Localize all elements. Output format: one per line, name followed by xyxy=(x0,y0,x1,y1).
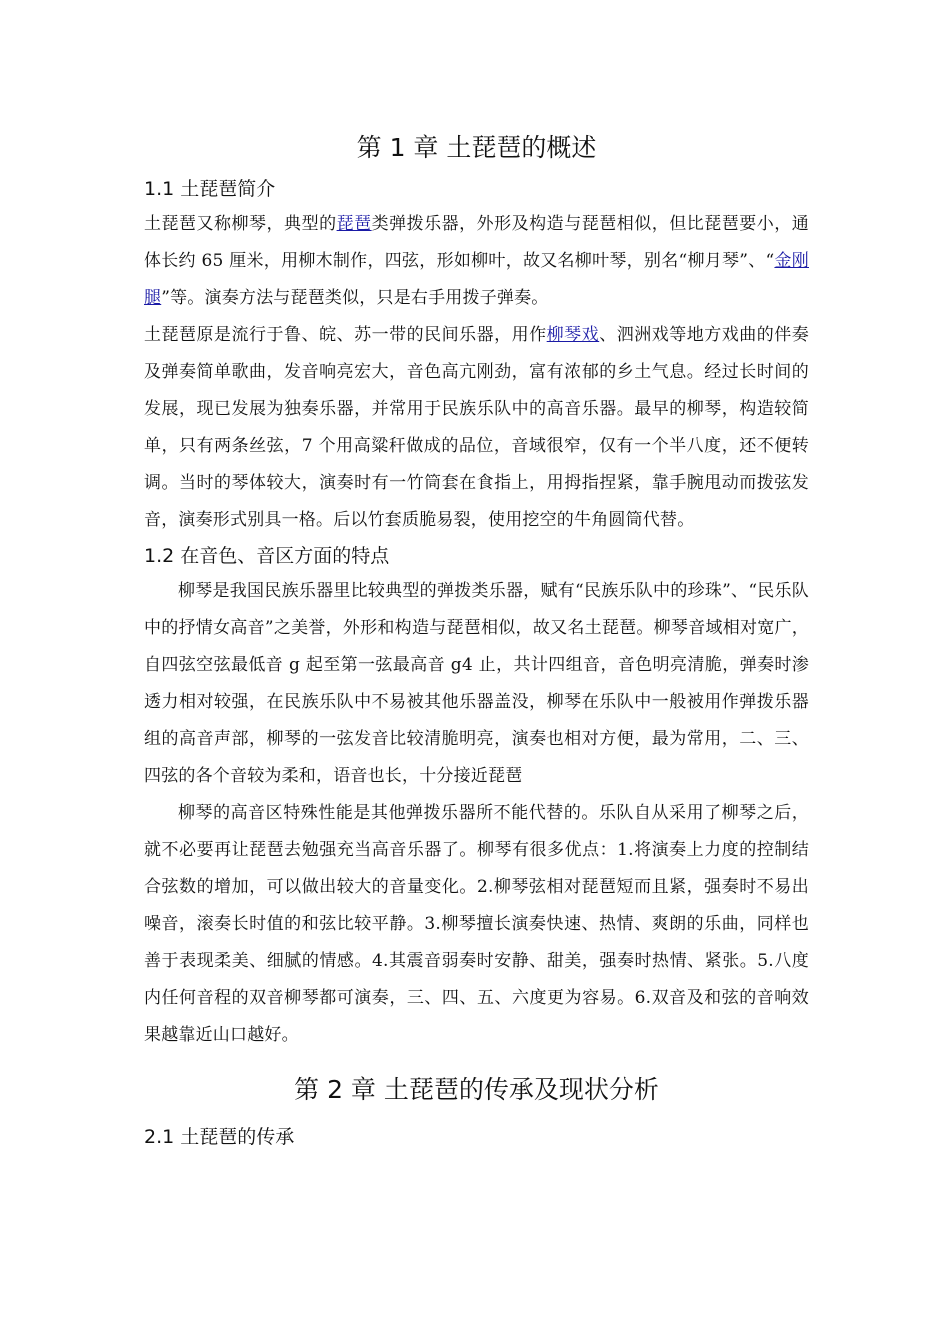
link-jingang-tui[interactable]: 金刚腿 xyxy=(144,251,809,308)
text-run: 类弹拨乐器，外形及构造与琵琶相似，但比琵琶要小，通体长约 65 厘米，用柳木制作，四弦，形如柳叶，故又名柳叶琴，别名“柳月琴”、“ xyxy=(144,214,809,271)
link-pipa[interactable]: 琵琶 xyxy=(336,214,372,234)
section-1-2-paragraph-1: 柳琴是我国民族乐器里比较典型的弹拨类乐器，赋有“民族乐队中的珍珠”、“民乐队中的抒情女高音”之美誉，外形和构造与琵琶相似，故又名土琵琶。柳琴音域相对宽广，自四弦空弦最低音 g 起至第一弦最高音 g4 止，共计四组音，音色明亮清脆，弹奏时渗透力相对较强，在民族乐队中不易被其他乐器盖没，柳琴在乐队中一般被用作弹拨乐器组的高音声部，柳琴的一弦发音比较清脆明亮，演奏也相对方便，最为常用，二、三、四弦的各个音较为柔和，语音也长，十分接近琵琶 xyxy=(144,581,809,786)
section-1-2-paragraph-2: 柳琴的高音区特殊性能是其他弹拨乐器所不能代替的。乐队自从采用了柳琴之后，就不必要再让琵琶去勉强充当高音乐器了。柳琴有很多优点：1.将演奏上力度的控制结合弦数的增加，可以做出较大的音量变化。2.柳琴弦相对琵琶短而且紧，强奏时不易出噪音，滚奏长时值的和弦比较平静。3.柳琴擅长演奏快速、热情、爽朗的乐曲，同样也善于表现柔美、细腻的情感。4.其震音弱奏时安静、甜美，强奏时热情、紧张。5.八度内任何音程的双音柳琴都可演奏，三、四、五、六度更为容易。6.双音及和弦的音响效果越靠近山口越好。 xyxy=(144,803,809,1045)
chapter-2-title: 第 2 章 土琵琶的传承及现状分析 xyxy=(294,1075,659,1104)
text-run: 土琵琶原是流行于鲁、皖、苏一带的民间乐器，用作 xyxy=(144,325,547,345)
link-liuqin-opera[interactable]: 柳琴戏 xyxy=(546,325,600,345)
chapter-1-title: 第 1 章 土琵琶的概述 xyxy=(356,133,597,162)
section-2-1-heading: 2.1 土琵琶的传承 xyxy=(144,1126,295,1148)
text-run: 土琵琶又称柳琴，典型的 xyxy=(144,214,337,234)
document-content xyxy=(144,128,809,1154)
text-run: 、泗洲戏等地方戏曲的伴奏及弹奏简单歌曲，发音响亮宏大，音色高亢刚劲，富有浓郁的乡土气息。经过长时间的发展，现已发展为独奏乐器，并常用于民族乐队中的高音乐器。最早的柳琴，构造较简单，只有两条丝弦，7 个用高粱秆做成的品位，音域很窄，仅有一个半八度，还不便转调。当时的琴体较大，演奏时有一竹筒套在食指上，用拇指捏紧，靠手腕甩动而拨弦发音，演奏形式别具一格。后以竹套质脆易裂，使用挖空的牛角圆筒代替。 xyxy=(144,325,809,530)
section-1-2-heading: 1.2 在音色、音区方面的特点 xyxy=(144,545,390,567)
text-run: ”等。演奏方法与琵琶类似，只是右手用拨子弹奏。 xyxy=(161,288,549,308)
section-1-1-paragraph-2 xyxy=(144,317,809,539)
section-1-1-heading: 1.1 土琵琶简介 xyxy=(144,178,276,200)
section-1-1-paragraph-1 xyxy=(144,206,809,317)
